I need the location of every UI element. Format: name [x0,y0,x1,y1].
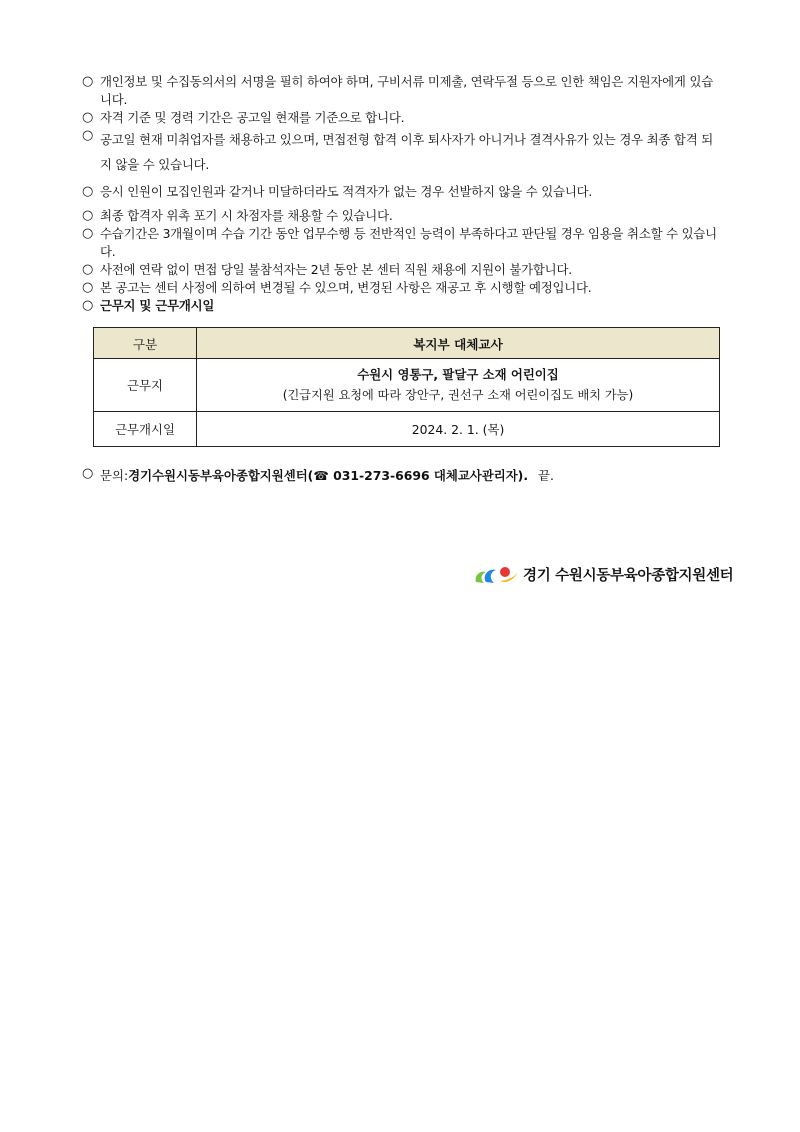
section-title: 근무지 및 근무개시일 [100,298,215,313]
note-text: 수습기간은 3개월이며 수습 기간 동안 업무수행 등 전반적인 능력이 부족하다고 판단될 경우 임용을 취소할 수 있습니다. [100,226,717,259]
org-name: 경기 수원시동부육아종합지원센터 [523,567,734,584]
section-heading [82,297,722,315]
header-position: 복지부 대체교사 [197,328,720,359]
location-value [197,359,720,412]
note-item [82,207,722,225]
circle-bullet-icon: ○ [82,466,94,481]
location-main: 수원시 영통구, 팔달구 소재 어린이집 [357,367,559,382]
location-sub: (긴급지원 요청에 따라 장안구, 권선구 소재 어린이집도 배치 가능) [282,388,634,402]
table-header-row [94,328,720,359]
circle-bullet-icon: ○ [82,280,94,295]
note-item [82,225,722,261]
inquiry-line [82,466,554,484]
note-text: 공고일 현재 미취업자를 채용하고 있으며, 면접전형 합격 이후 퇴사자가 아니거나 결격사유가 있는 경우 최종 합격 되지 않을 수 있습니다. [100,132,713,172]
org-logo-icon [472,562,522,586]
circle-bullet-icon: ○ [82,262,94,277]
note-text: 본 공고는 센터 사정에 의하여 변경될 수 있으며, 변경된 사항은 재공고 후 시행할 예정입니다. [100,280,592,295]
start-date-value: 2024. 2. 1. (목) [197,412,720,447]
inquiry-contact: 경기수원시동부육아종합지원센터(☎ 031-273-6696 대체교사관리자). [128,468,529,483]
circle-bullet-icon: ○ [82,110,94,125]
inquiry-prefix: 문의: [100,468,129,483]
work-location-table [93,327,720,447]
location-label: 근무지 [94,359,197,412]
note-text: 개인정보 및 수집동의서의 서명을 필히 하여야 하며, 구비서류 미제출, 연락두절 등으로 인한 책임은 지원자에게 있습니다. [100,74,713,107]
note-item [82,127,722,177]
start-date-label: 근무개시일 [94,412,197,447]
circle-bullet-icon: ○ [82,298,94,313]
note-text: 최종 합격자 위촉 포기 시 차점자를 채용할 수 있습니다. [100,208,393,223]
note-item [82,279,722,297]
footer-organization [472,562,733,586]
header-category: 구분 [94,328,197,359]
table-row [94,359,720,412]
notice-list [82,73,722,315]
circle-bullet-icon: ○ [82,184,94,199]
circle-bullet-icon: ○ [82,74,94,89]
note-text: 사전에 연락 없이 면접 당일 불참석자는 2년 동안 본 센터 직원 채용에 지원이 불가합니다. [100,262,572,277]
note-text: 자격 기준 및 경력 기간은 공고일 현재를 기준으로 합니다. [100,110,405,125]
note-item [82,109,722,127]
circle-bullet-icon: ○ [82,208,94,223]
table-row [94,412,720,447]
note-item [82,73,722,109]
inquiry-end: 끝. [538,468,554,483]
circle-bullet-icon: ○ [82,128,94,143]
note-item [82,183,722,201]
note-text: 응시 인원이 모집인원과 같거나 미달하더라도 적격자가 없는 경우 선발하지 않을 수 있습니다. [100,184,593,199]
circle-bullet-icon: ○ [82,226,94,241]
note-item [82,261,722,279]
